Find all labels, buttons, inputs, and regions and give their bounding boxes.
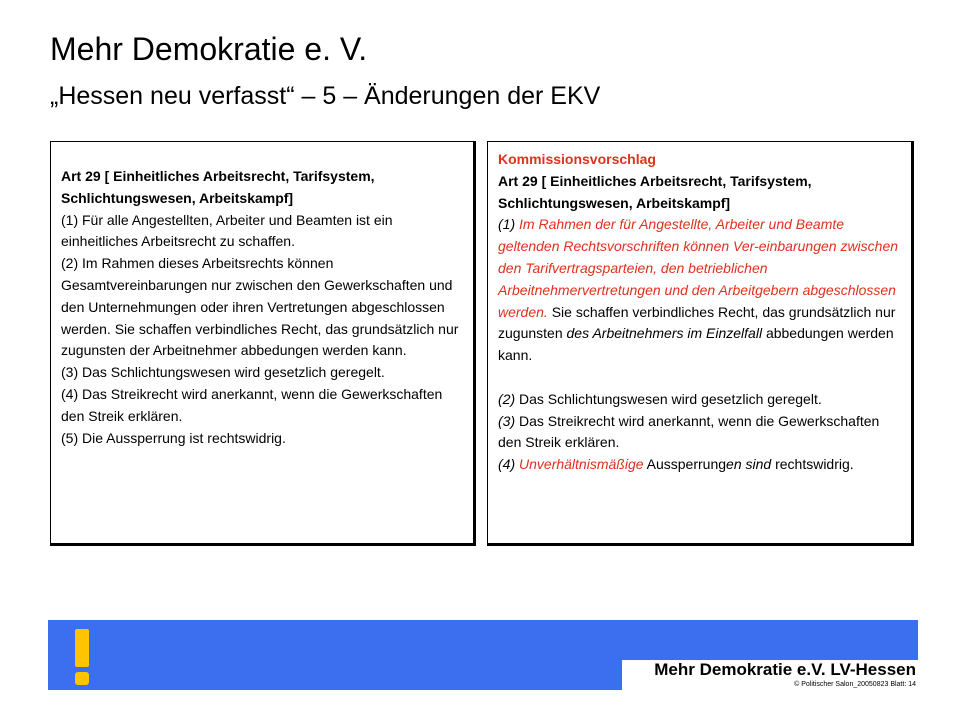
right-p4-changed-text: Unverhältnismäßige bbox=[519, 456, 644, 473]
right-paragraph-3 bbox=[498, 411, 903, 455]
original-article-box bbox=[50, 141, 476, 546]
exclamation-dot bbox=[75, 672, 89, 685]
right-p4-text-a: Aussperrung bbox=[646, 456, 727, 473]
right-p1-changed-text: Im Rahmen der für Angestellte, Arbeiter und Beamte geltenden Rechtsvorschriften können Ver-einbarungen zwischen den Tarifvertragsparteien, den betrieblichen Arbeitnehmervertretungen und den Arbeitgebern abgeschlossen werden. bbox=[498, 216, 899, 320]
right-article-heading: Art 29 [ Einheitliches Arbeitsrecht, Tarifsystem, Schlichtungswesen, Arbeitskampf] bbox=[498, 172, 812, 211]
org-tag bbox=[622, 660, 918, 690]
right-p1-italic-text: des Arbeitnehmers im Einzelfall bbox=[566, 325, 763, 342]
right-p3-text: Das Streikrecht wird anerkannt, wenn die Gewerkschaften den Streik erklären. bbox=[498, 412, 880, 451]
left-paragraph-4: (4) Das Streikrecht wird anerkannt, wenn die Gewerkschaften den Streik erklären. bbox=[61, 385, 443, 424]
right-paragraph-1 bbox=[498, 214, 903, 367]
right-paragraph-2 bbox=[498, 389, 903, 411]
left-paragraph-2: (2) Im Rahmen dieses Arbeitsrechts können Gesamtvereinbarungen nur zwischen den Gewerkschaften und den Unternehmungen oder ihren Vertretungen abgeschlossen werden. Sie schaffen verbindliches Recht, das grundsätzlich nur zugunsten der Arbeitnehmer abbedungen werden kann. bbox=[61, 255, 459, 359]
right-p4-italic-text: en sind bbox=[726, 456, 772, 473]
right-p1-text-a: Sie schaffen verbindliches Recht, das grundsätzlich nur zugunsten bbox=[498, 303, 896, 342]
left-paragraph-3: (3) Das Schlichtungswesen wird gesetzlich geregelt. bbox=[61, 364, 385, 381]
left-paragraph-1: (1) Für alle Angestellten, Arbeiter und Beamten ist ein einheitliches Arbeitsrecht zu schaffen. bbox=[61, 211, 393, 250]
proposal-label: Kommissionsvorschlag bbox=[498, 151, 656, 167]
exclamation-bar bbox=[75, 629, 89, 667]
slide-meta: © Politischer Salon_20050823 Blatt: 14 bbox=[794, 681, 916, 688]
right-p4-number: (4) bbox=[498, 456, 516, 473]
page-subtitle: „Hessen neu verfasst“ – 5 – Änderungen der EKV bbox=[50, 82, 601, 110]
paragraph-spacer bbox=[498, 367, 903, 389]
proposal-article-box bbox=[487, 141, 914, 546]
page-title: Mehr Demokratie e. V. bbox=[50, 31, 368, 67]
right-p1-number: (1) bbox=[498, 216, 516, 233]
right-p2-number: (2) bbox=[498, 390, 516, 407]
right-p1-text-b: abbedungen werden kann. bbox=[498, 325, 894, 364]
right-paragraph-4 bbox=[498, 454, 903, 476]
left-article-heading: Art 29 [ Einheitliches Arbeitsrecht, Tarifsystem, Schlichtungswesen, Arbeitskampf] bbox=[61, 168, 375, 206]
exclamation-icon bbox=[53, 623, 113, 687]
right-p3-number: (3) bbox=[498, 412, 516, 429]
right-p4-text-b: rechtswidrig. bbox=[775, 456, 854, 473]
org-name: Mehr Demokratie e.V. LV-Hessen bbox=[654, 660, 916, 679]
right-p2-text: Das Schlichtungswesen wird gesetzlich geregelt. bbox=[519, 390, 822, 407]
exclamation-badge bbox=[48, 620, 118, 690]
left-paragraph-5: (5) Die Aussperrung ist rechtswidrig. bbox=[61, 429, 286, 446]
